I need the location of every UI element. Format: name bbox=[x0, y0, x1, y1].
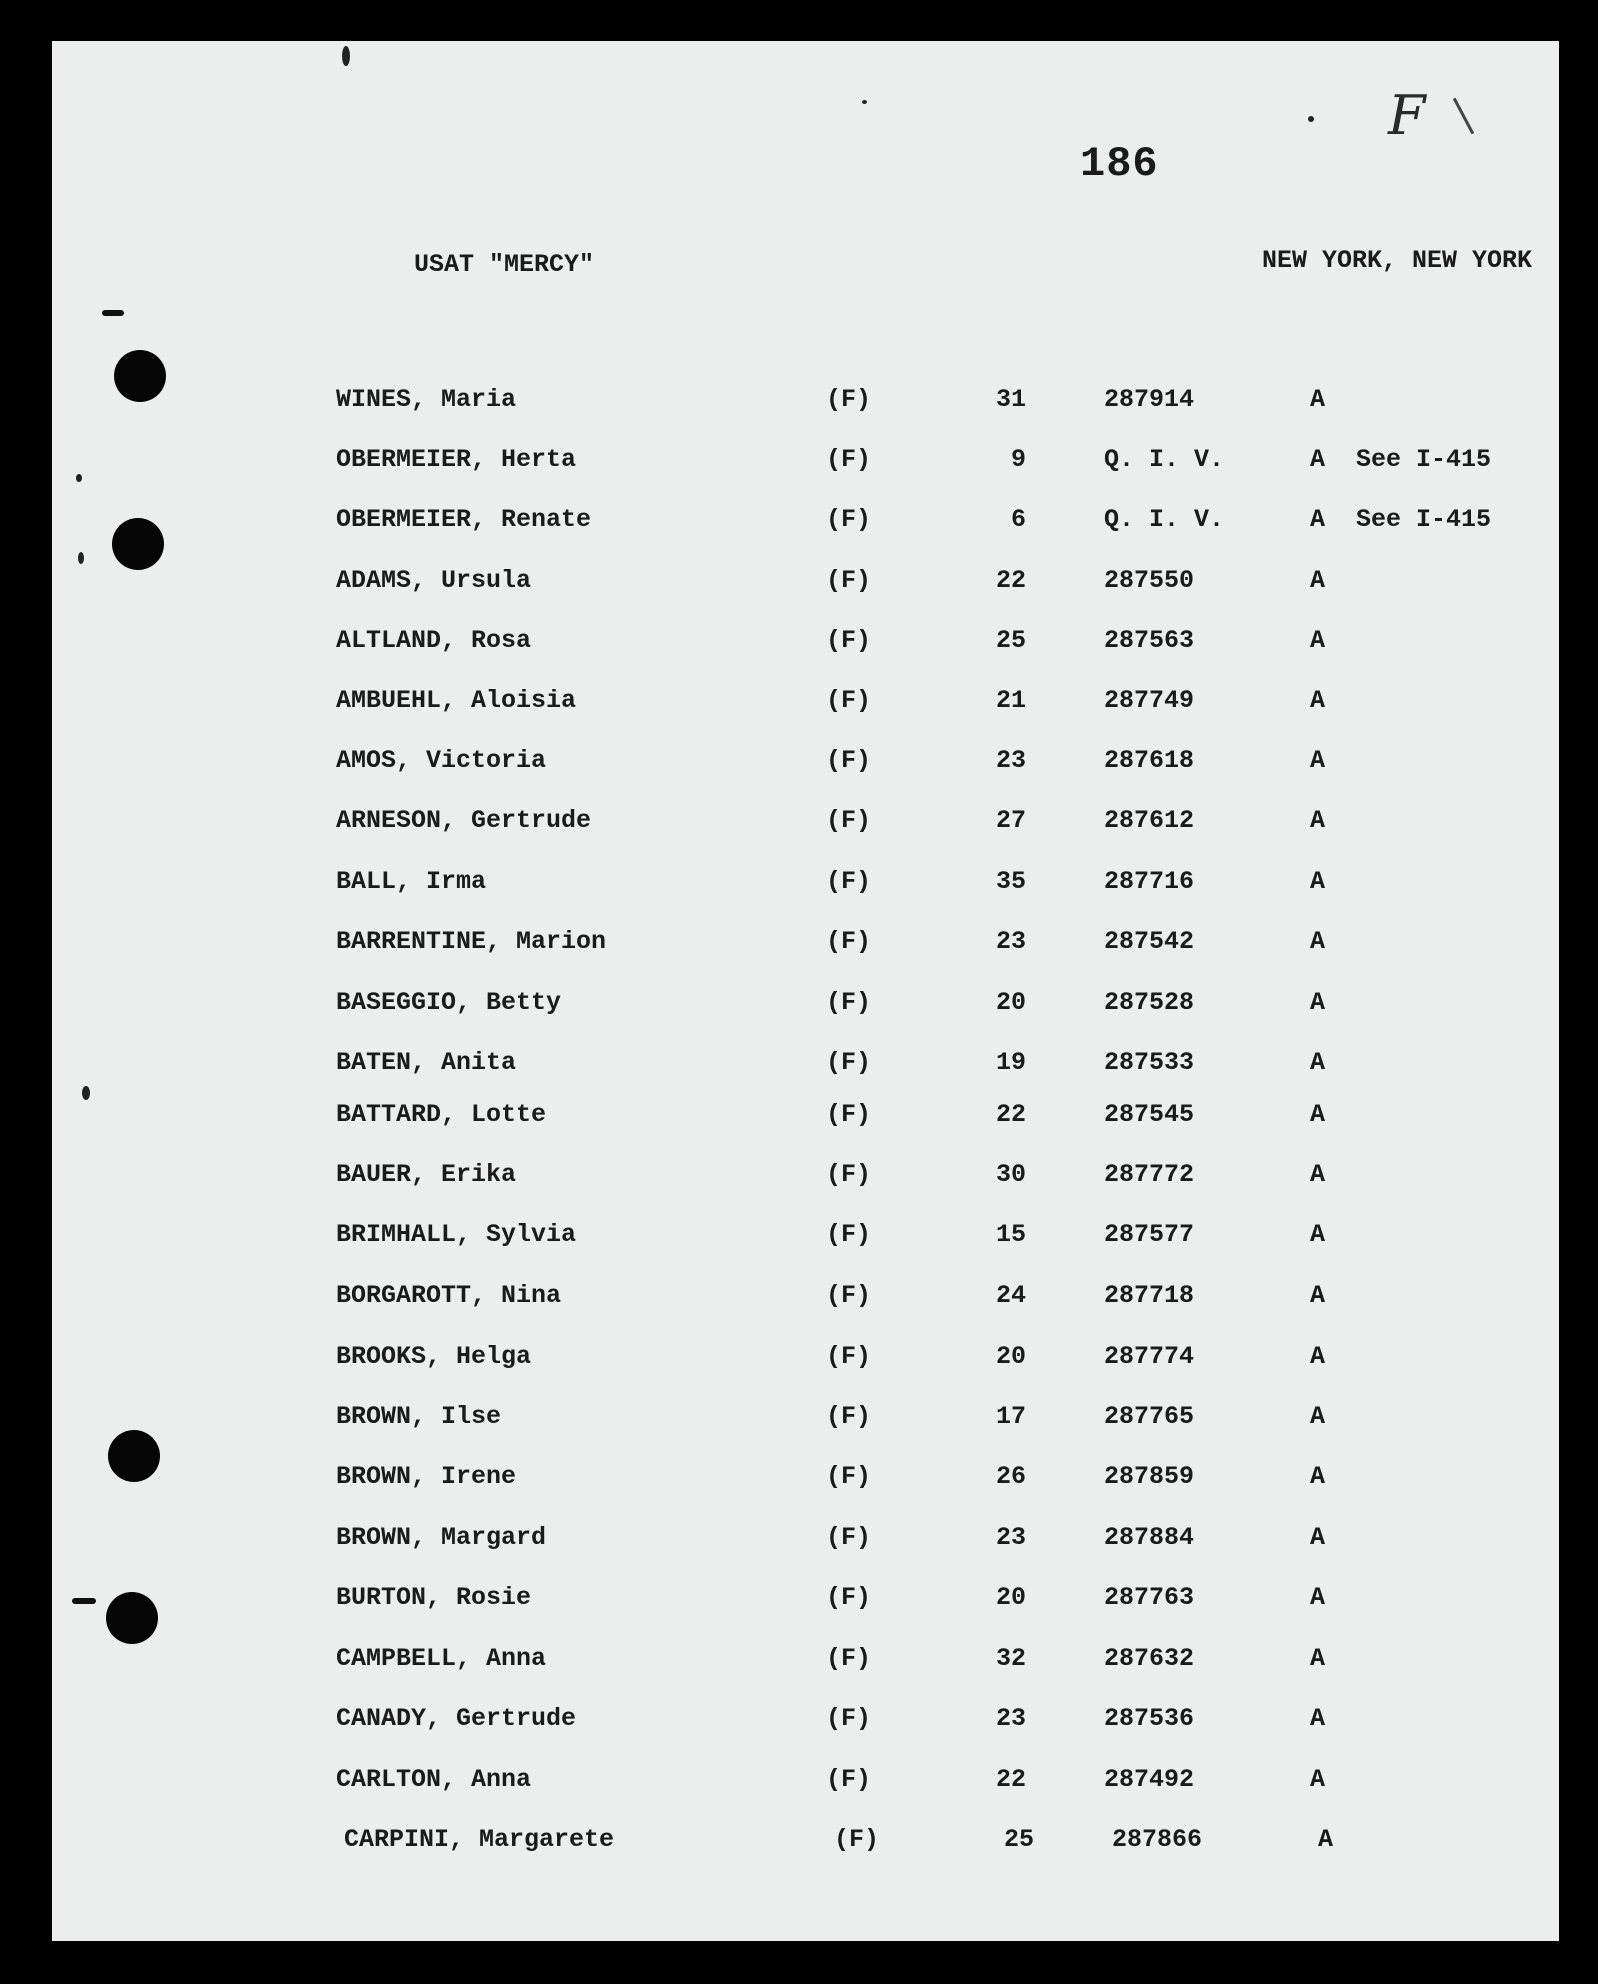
passenger-name: BATTARD, Lotte bbox=[336, 1100, 547, 1129]
age: 23 bbox=[995, 927, 1026, 956]
speck bbox=[82, 1086, 90, 1100]
sex-code: (F) bbox=[826, 626, 872, 655]
speck bbox=[342, 46, 350, 66]
sex-code: (F) bbox=[826, 1281, 872, 1310]
passenger-name: CARLTON, Anna bbox=[336, 1765, 532, 1794]
age: 15 bbox=[995, 1220, 1026, 1249]
handwritten-mark: F bbox=[1388, 84, 1426, 147]
reference-note: See I-415 bbox=[1356, 505, 1492, 534]
port-of-arrival: NEW YORK, NEW YORK bbox=[1262, 246, 1533, 275]
age: 20 bbox=[995, 1583, 1026, 1612]
vessel-name: USAT "MERCY" bbox=[414, 250, 595, 279]
certificate-number: 287763 bbox=[1104, 1583, 1195, 1612]
sex-code: (F) bbox=[826, 385, 872, 414]
age: 23 bbox=[995, 1704, 1026, 1733]
passenger-name: BALL, Irma bbox=[336, 867, 487, 896]
punch-hole bbox=[106, 1592, 158, 1644]
status-code: A bbox=[1310, 1402, 1326, 1431]
sex-code: (F) bbox=[826, 1402, 872, 1431]
passenger-name: BROWN, Margard bbox=[336, 1523, 547, 1552]
passenger-name: OBERMEIER, Herta bbox=[336, 445, 577, 474]
age: 23 bbox=[995, 746, 1026, 775]
status-code: A bbox=[1310, 867, 1326, 896]
sex-code: (F) bbox=[826, 927, 872, 956]
certificate-number: 287859 bbox=[1104, 1462, 1195, 1491]
passenger-name: AMBUEHL, Aloisia bbox=[336, 686, 577, 715]
age: 21 bbox=[995, 686, 1026, 715]
status-code: A bbox=[1310, 445, 1326, 474]
age: 20 bbox=[995, 1342, 1026, 1371]
age: 19 bbox=[995, 1048, 1026, 1077]
passenger-name: CARPINI, Margarete bbox=[344, 1825, 615, 1854]
certificate-number: 287492 bbox=[1104, 1765, 1195, 1794]
punch-hole bbox=[108, 1430, 160, 1482]
sex-code: (F) bbox=[826, 806, 872, 835]
age: 25 bbox=[995, 626, 1026, 655]
sex-code: (F) bbox=[826, 1644, 872, 1673]
certificate-number: 287550 bbox=[1104, 566, 1195, 595]
age: 22 bbox=[995, 1765, 1026, 1794]
binder-mark bbox=[102, 310, 124, 316]
sex-code: (F) bbox=[826, 1523, 872, 1552]
sex-code: (F) bbox=[826, 686, 872, 715]
sex-code: (F) bbox=[826, 445, 872, 474]
status-code: A bbox=[1310, 1048, 1326, 1077]
certificate-number: 287542 bbox=[1104, 927, 1195, 956]
certificate-number: Q. I. V. bbox=[1104, 505, 1225, 534]
sex-code: (F) bbox=[826, 1100, 872, 1129]
status-code: A bbox=[1318, 1825, 1334, 1854]
passenger-name: BROOKS, Helga bbox=[336, 1342, 532, 1371]
certificate-number: 287618 bbox=[1104, 746, 1195, 775]
sex-code: (F) bbox=[826, 1048, 872, 1077]
age: 22 bbox=[995, 1100, 1026, 1129]
page-number: 186 bbox=[1080, 140, 1159, 188]
certificate-number: 287533 bbox=[1104, 1048, 1195, 1077]
status-code: A bbox=[1310, 1100, 1326, 1129]
status-code: A bbox=[1310, 1160, 1326, 1189]
passenger-name: WINES, Maria bbox=[336, 385, 517, 414]
age: 25 bbox=[1003, 1825, 1034, 1854]
sex-code: (F) bbox=[826, 988, 872, 1017]
age: 22 bbox=[995, 566, 1026, 595]
passenger-name: BORGAROTT, Nina bbox=[336, 1281, 562, 1310]
age: 35 bbox=[995, 867, 1026, 896]
sex-code: (F) bbox=[826, 566, 872, 595]
age: 26 bbox=[995, 1462, 1026, 1491]
binder-mark bbox=[72, 1598, 96, 1604]
passenger-name: BROWN, Irene bbox=[336, 1462, 517, 1491]
certificate-number: 287545 bbox=[1104, 1100, 1195, 1129]
status-code: A bbox=[1310, 1281, 1326, 1310]
status-code: A bbox=[1310, 1704, 1326, 1733]
status-code: A bbox=[1310, 505, 1326, 534]
certificate-number: 287718 bbox=[1104, 1281, 1195, 1310]
certificate-number: 287632 bbox=[1104, 1644, 1195, 1673]
status-code: A bbox=[1310, 1583, 1326, 1612]
passenger-name: CANADY, Gertrude bbox=[336, 1704, 577, 1733]
certificate-number: 287772 bbox=[1104, 1160, 1195, 1189]
age: 30 bbox=[995, 1160, 1026, 1189]
status-code: A bbox=[1310, 1342, 1326, 1371]
certificate-number: 287577 bbox=[1104, 1220, 1195, 1249]
age: 20 bbox=[995, 988, 1026, 1017]
passenger-name: BURTON, Rosie bbox=[336, 1583, 532, 1612]
sex-code: (F) bbox=[826, 505, 872, 534]
certificate-number: 287749 bbox=[1104, 686, 1195, 715]
speck bbox=[862, 100, 867, 104]
certificate-number: 287612 bbox=[1104, 806, 1195, 835]
certificate-number: 287716 bbox=[1104, 867, 1195, 896]
certificate-number: 287866 bbox=[1112, 1825, 1203, 1854]
age: 23 bbox=[995, 1523, 1026, 1552]
age: 32 bbox=[995, 1644, 1026, 1673]
sex-code: (F) bbox=[826, 1704, 872, 1733]
sex-code: (F) bbox=[826, 1765, 872, 1794]
certificate-number: 287884 bbox=[1104, 1523, 1195, 1552]
passenger-name: BASEGGIO, Betty bbox=[336, 988, 562, 1017]
certificate-number: Q. I. V. bbox=[1104, 445, 1225, 474]
age: 9 bbox=[1010, 445, 1026, 474]
status-code: A bbox=[1310, 686, 1326, 715]
speck bbox=[76, 474, 82, 482]
status-code: A bbox=[1310, 1220, 1326, 1249]
status-code: A bbox=[1310, 1523, 1326, 1552]
certificate-number: 287528 bbox=[1104, 988, 1195, 1017]
age: 31 bbox=[995, 385, 1026, 414]
sex-code: (F) bbox=[826, 1160, 872, 1189]
sex-code: (F) bbox=[826, 1462, 872, 1491]
punch-hole bbox=[114, 350, 166, 402]
passenger-name: BATEN, Anita bbox=[336, 1048, 517, 1077]
passenger-name: ALTLAND, Rosa bbox=[336, 626, 532, 655]
passenger-name: BRIMHALL, Sylvia bbox=[336, 1220, 577, 1249]
age: 27 bbox=[995, 806, 1026, 835]
speck bbox=[1308, 116, 1314, 122]
certificate-number: 287774 bbox=[1104, 1342, 1195, 1371]
age: 17 bbox=[995, 1402, 1026, 1431]
age: 24 bbox=[995, 1281, 1026, 1310]
sex-code: (F) bbox=[834, 1825, 880, 1854]
status-code: A bbox=[1310, 927, 1326, 956]
age: 6 bbox=[1010, 505, 1026, 534]
passenger-name: BROWN, Ilse bbox=[336, 1402, 502, 1431]
status-code: A bbox=[1310, 566, 1326, 595]
status-code: A bbox=[1310, 385, 1326, 414]
certificate-number: 287563 bbox=[1104, 626, 1195, 655]
certificate-number: 287536 bbox=[1104, 1704, 1195, 1733]
passenger-name: CAMPBELL, Anna bbox=[336, 1644, 547, 1673]
passenger-name: AMOS, Victoria bbox=[336, 746, 547, 775]
status-code: A bbox=[1310, 806, 1326, 835]
sex-code: (F) bbox=[826, 1583, 872, 1612]
certificate-number: 287765 bbox=[1104, 1402, 1195, 1431]
status-code: A bbox=[1310, 626, 1326, 655]
sex-code: (F) bbox=[826, 1342, 872, 1371]
status-code: A bbox=[1310, 1765, 1326, 1794]
document-page bbox=[52, 41, 1559, 1941]
punch-hole bbox=[112, 518, 164, 570]
passenger-name: BARRENTINE, Marion bbox=[336, 927, 607, 956]
passenger-name: BAUER, Erika bbox=[336, 1160, 517, 1189]
status-code: A bbox=[1310, 1644, 1326, 1673]
passenger-name: ADAMS, Ursula bbox=[336, 566, 532, 595]
sex-code: (F) bbox=[826, 1220, 872, 1249]
sex-code: (F) bbox=[826, 867, 872, 896]
status-code: A bbox=[1310, 746, 1326, 775]
sex-code: (F) bbox=[826, 746, 872, 775]
passenger-name: ARNESON, Gertrude bbox=[336, 806, 592, 835]
status-code: A bbox=[1310, 1462, 1326, 1491]
speck bbox=[78, 552, 84, 564]
reference-note: See I-415 bbox=[1356, 445, 1492, 474]
status-code: A bbox=[1310, 988, 1326, 1017]
certificate-number: 287914 bbox=[1104, 385, 1195, 414]
passenger-name: OBERMEIER, Renate bbox=[336, 505, 592, 534]
